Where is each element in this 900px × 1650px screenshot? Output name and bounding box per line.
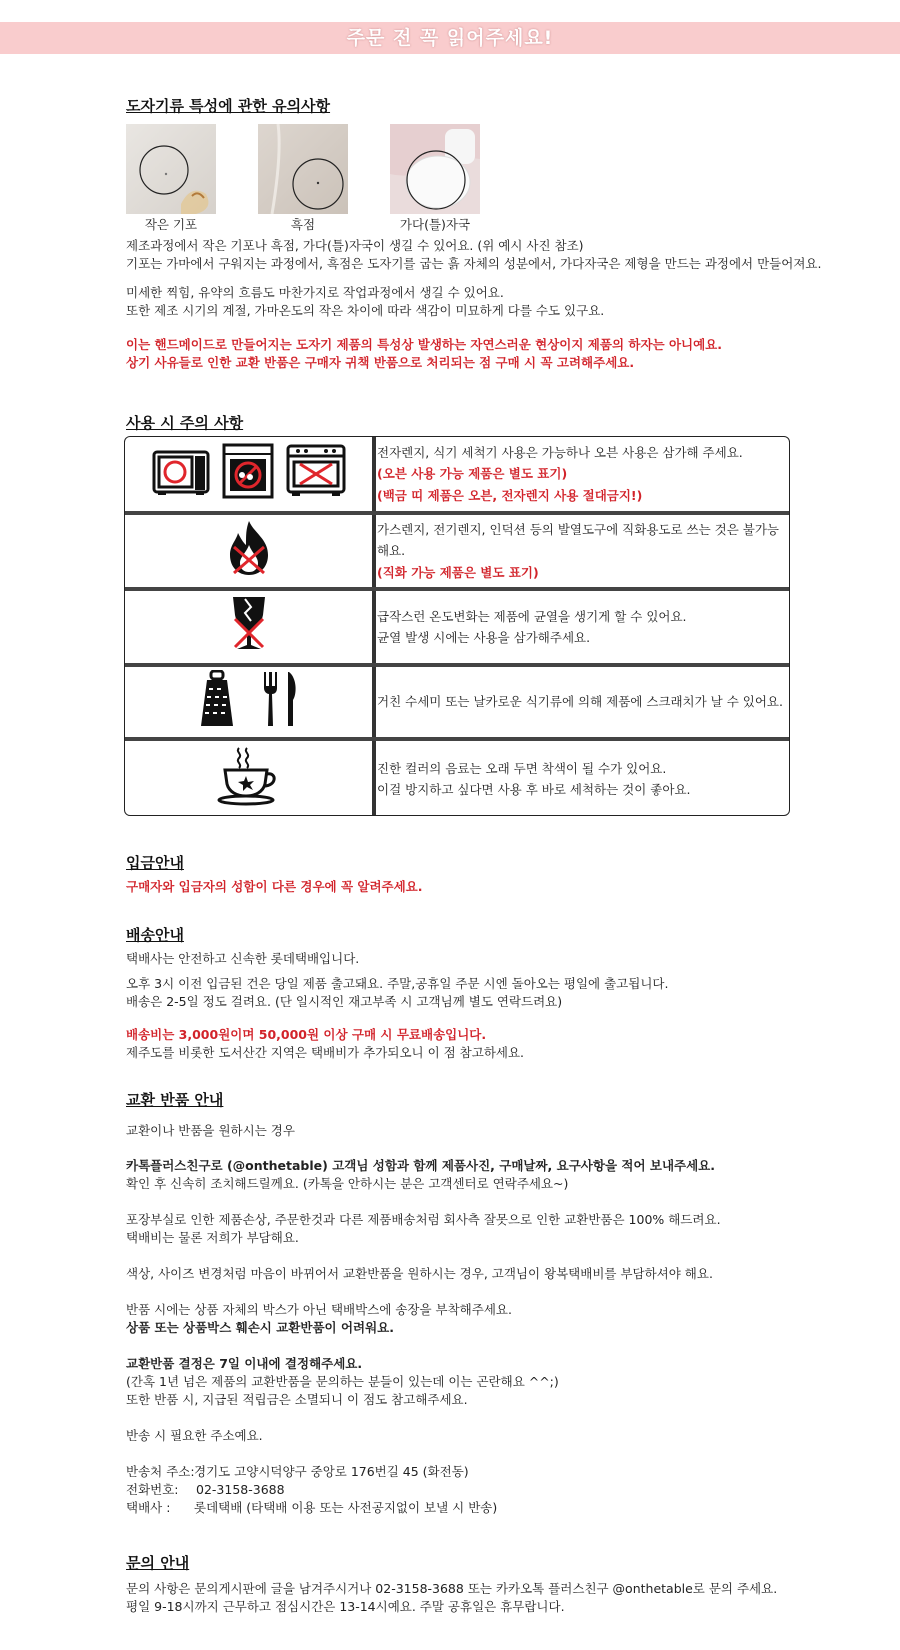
exchange-line-11: 또한 반품 시, 지급된 적립금은 소멸되니 이 점도 참고해주세요. (126, 1392, 468, 1407)
usage-row-3-text-1: 급작스런 온도변화는 제품에 균열을 생기게 할 수 있어요. (377, 608, 687, 624)
coffee-cup-icon (217, 746, 281, 811)
table-divider (372, 437, 376, 511)
exchange-line-9: 교환반품 결정은 7일 이내에 결정해주세요. (126, 1356, 363, 1371)
caption-bubble: 작은 기포 (144, 217, 198, 232)
usage-title: 사용 시 주의 사항 (126, 414, 244, 432)
shipping-line-1: 택배사는 안전하고 신속한 롯데택배입니다. (126, 951, 360, 966)
exchange-title: 교환 반품 안내 (126, 1091, 224, 1109)
ceramics-line-1: 제조과정에서 작은 기포나 흑점, 가다(틀)자국이 생길 수 있어요. (위 예시 사진 참조) (126, 238, 584, 253)
inquiry-title: 문의 안내 (126, 1554, 190, 1572)
usage-row-stain (125, 741, 790, 816)
table-divider (372, 667, 376, 737)
shipping-line-3: 배송은 2-5일 정도 걸려요. (단 일시적인 재고부족 시 고객님께 별도 연락드려요) (126, 994, 563, 1009)
oven-icon (286, 444, 346, 503)
dishwasher-icon (220, 443, 276, 504)
caption-black-spot: 흑점 (290, 217, 316, 232)
usage-row-oven (125, 437, 790, 511)
shipping-title: 배송안내 (126, 926, 184, 944)
exchange-line-7: 반품 시에는 상품 자체의 박스가 아닌 택배박스에 송장을 부착해주세요. (126, 1302, 512, 1317)
usage-row-fire (125, 515, 790, 587)
ceramics-notice-2: 상기 사유들로 인한 교환 반품은 구매자 귀책 반품으로 처리되는 점 구매 시 꼭 고려해주세요. (126, 355, 635, 370)
return-address-label: 반송처 주소: (126, 1464, 195, 1479)
usage-row-1-text: 전자렌지, 식기 세척기 사용은 가능하나 오븐 사용은 삼가해 주세요. (377, 445, 743, 461)
grater-icon (197, 670, 237, 733)
shipping-line-2: 오후 3시 이전 입금된 건은 당일 제품 출고돼요. 주말,공휴일 주문 시엔 돌아오는 평일에 출고됩니다. (126, 976, 669, 991)
return-courier-value: 롯데택배 (타택배 이용 또는 사전공지없이 보낼 시 반송) (194, 1500, 498, 1515)
ceramics-title: 도자기류 특성에 관한 유의사항 (126, 97, 331, 115)
ceramics-line-3: 미세한 찍힘, 유약의 흐름도 마찬가지로 작업과정에서 생길 수 있어요. (126, 285, 504, 300)
fire-icon (224, 519, 274, 582)
usage-row-4-text: 거친 수세미 또는 날카로운 식기류에 의해 제품에 스크래치가 날 수 있어요. (377, 694, 783, 710)
return-address-value: 경기도 고양시덕양구 중앙로 176번길 45 (화전동) (194, 1464, 469, 1479)
broken-glass-icon (229, 595, 269, 658)
return-phone-label: 전화번호: (126, 1482, 179, 1497)
exchange-line-5: 택배비는 물론 저희가 부담해요. (126, 1230, 299, 1245)
deposit-notice: 구매자와 입금자의 성함이 다른 경우에 꼭 알려주세요. (126, 879, 423, 894)
exchange-line-3: 확인 후 신속히 조치해드릴께요. (카톡을 안하시는 분은 고객센터로 연락주세요~) (126, 1176, 569, 1191)
usage-row-2-red-1: (직화 가능 제품은 별도 표기) (377, 564, 539, 580)
table-divider (372, 591, 376, 663)
caption-mold-mark: 가다(틀)자국 (399, 217, 471, 232)
exchange-line-6: 색상, 사이즈 변경처럼 마음이 바뀌어서 교환반품을 원하시는 경우, 고객님이 왕복택배비를 부담하셔야 해요. (126, 1266, 713, 1281)
usage-caution-table (124, 436, 790, 816)
table-divider (372, 515, 376, 587)
usage-row-temperature (125, 591, 790, 663)
table-divider (372, 741, 376, 816)
usage-row-1-red-2: (백금 띠 제품은 오븐, 전자렌지 사용 절대금지!) (377, 487, 643, 503)
usage-row-3-text-2: 균열 발생 시에는 사용을 삼가해주세요. (377, 630, 591, 645)
inquiry-line-2: 평일 9-18시까지 근무하고 점심시간은 13-14시예요. 주말 공휴일은 휴무랍니다. (126, 1599, 565, 1614)
shipping-line-4: 제주도를 비롯한 도서산간 지역은 택배비가 추가되오니 이 점 참고하세요. (126, 1045, 525, 1060)
exchange-line-2: 카톡플러스친구로 (@onthetable) 고객님 성함과 함께 제품사진, 구매날짜, 요구사항을 적어 보내주세요. (126, 1158, 715, 1173)
exchange-line-12: 반송 시 필요한 주소예요. (126, 1428, 263, 1443)
ceramics-line-4: 또한 제조 시기의 계절, 가마온도의 작은 차이에 따라 색감이 미묘하게 다를 수도 있구요. (126, 303, 605, 318)
exchange-line-1: 교환이나 반품을 원하시는 경우 (126, 1123, 295, 1138)
usage-row-5-text-2: 이걸 방지하고 싶다면 사용 후 바로 세척하는 것이 좋아요. (377, 782, 691, 797)
exchange-line-4: 포장부실로 인한 제품손상, 주문한것과 다른 제품배송처럼 회사측 잘못으로 인한 교환반품은 100% 해드려요. (126, 1212, 721, 1227)
usage-row-5-text-1: 진한 컬러의 음료는 오래 두면 착색이 될 수가 있어요. (377, 760, 667, 776)
return-courier-label: 택배사 : (126, 1500, 171, 1515)
fork-knife-icon (261, 670, 301, 733)
usage-row-scratch (125, 667, 790, 737)
ceramics-line-2: 기포는 가마에서 구워지는 과정에서, 흑점은 도자기를 굽는 흙 자체의 성분에서, 가다자국은 제형을 만드는 과정에서 만들어져요. (126, 256, 822, 271)
exchange-line-8: 상품 또는 상품박스 훼손시 교환반품이 어려워요. (126, 1320, 395, 1335)
usage-row-2-text: 가스렌지, 전기렌지, 인덕션 등의 발열도구에 직화용도로 쓰는 것은 불가능해요. (377, 522, 779, 559)
ceramics-notice-1: 이는 핸드메이드로 만들어지는 도자기 제품의 특성상 발생하는 자연스러운 현상이지 제품의 하자는 아니예요. (126, 337, 722, 352)
mold-mark-example-photo (390, 124, 480, 214)
exchange-line-10: (간혹 1년 넘은 제품의 교환반품을 문의하는 분들이 있는데 이는 곤란해요 ^^;) (126, 1374, 559, 1389)
usage-row-1-red-1: (오븐 사용 가능 제품은 별도 표기) (377, 466, 568, 482)
page-banner: 주문 전 꼭 읽어주세요! (0, 22, 900, 54)
bubble-example-photo (126, 124, 216, 214)
return-phone-value: 02-3158-3688 (196, 1482, 285, 1497)
shipping-fee-notice: 배송비는 3,000원이며 50,000원 이상 구매 시 무료배송입니다. (126, 1027, 487, 1042)
microwave-icon (152, 446, 210, 501)
inquiry-line-1: 문의 사항은 문의게시판에 글을 남겨주시거나 02-3158-3688 또는 카카오톡 플러스친구 @onthetable로 문의 주세요. (126, 1581, 778, 1596)
deposit-title: 입금안내 (126, 854, 184, 872)
black-spot-example-photo (258, 124, 348, 214)
